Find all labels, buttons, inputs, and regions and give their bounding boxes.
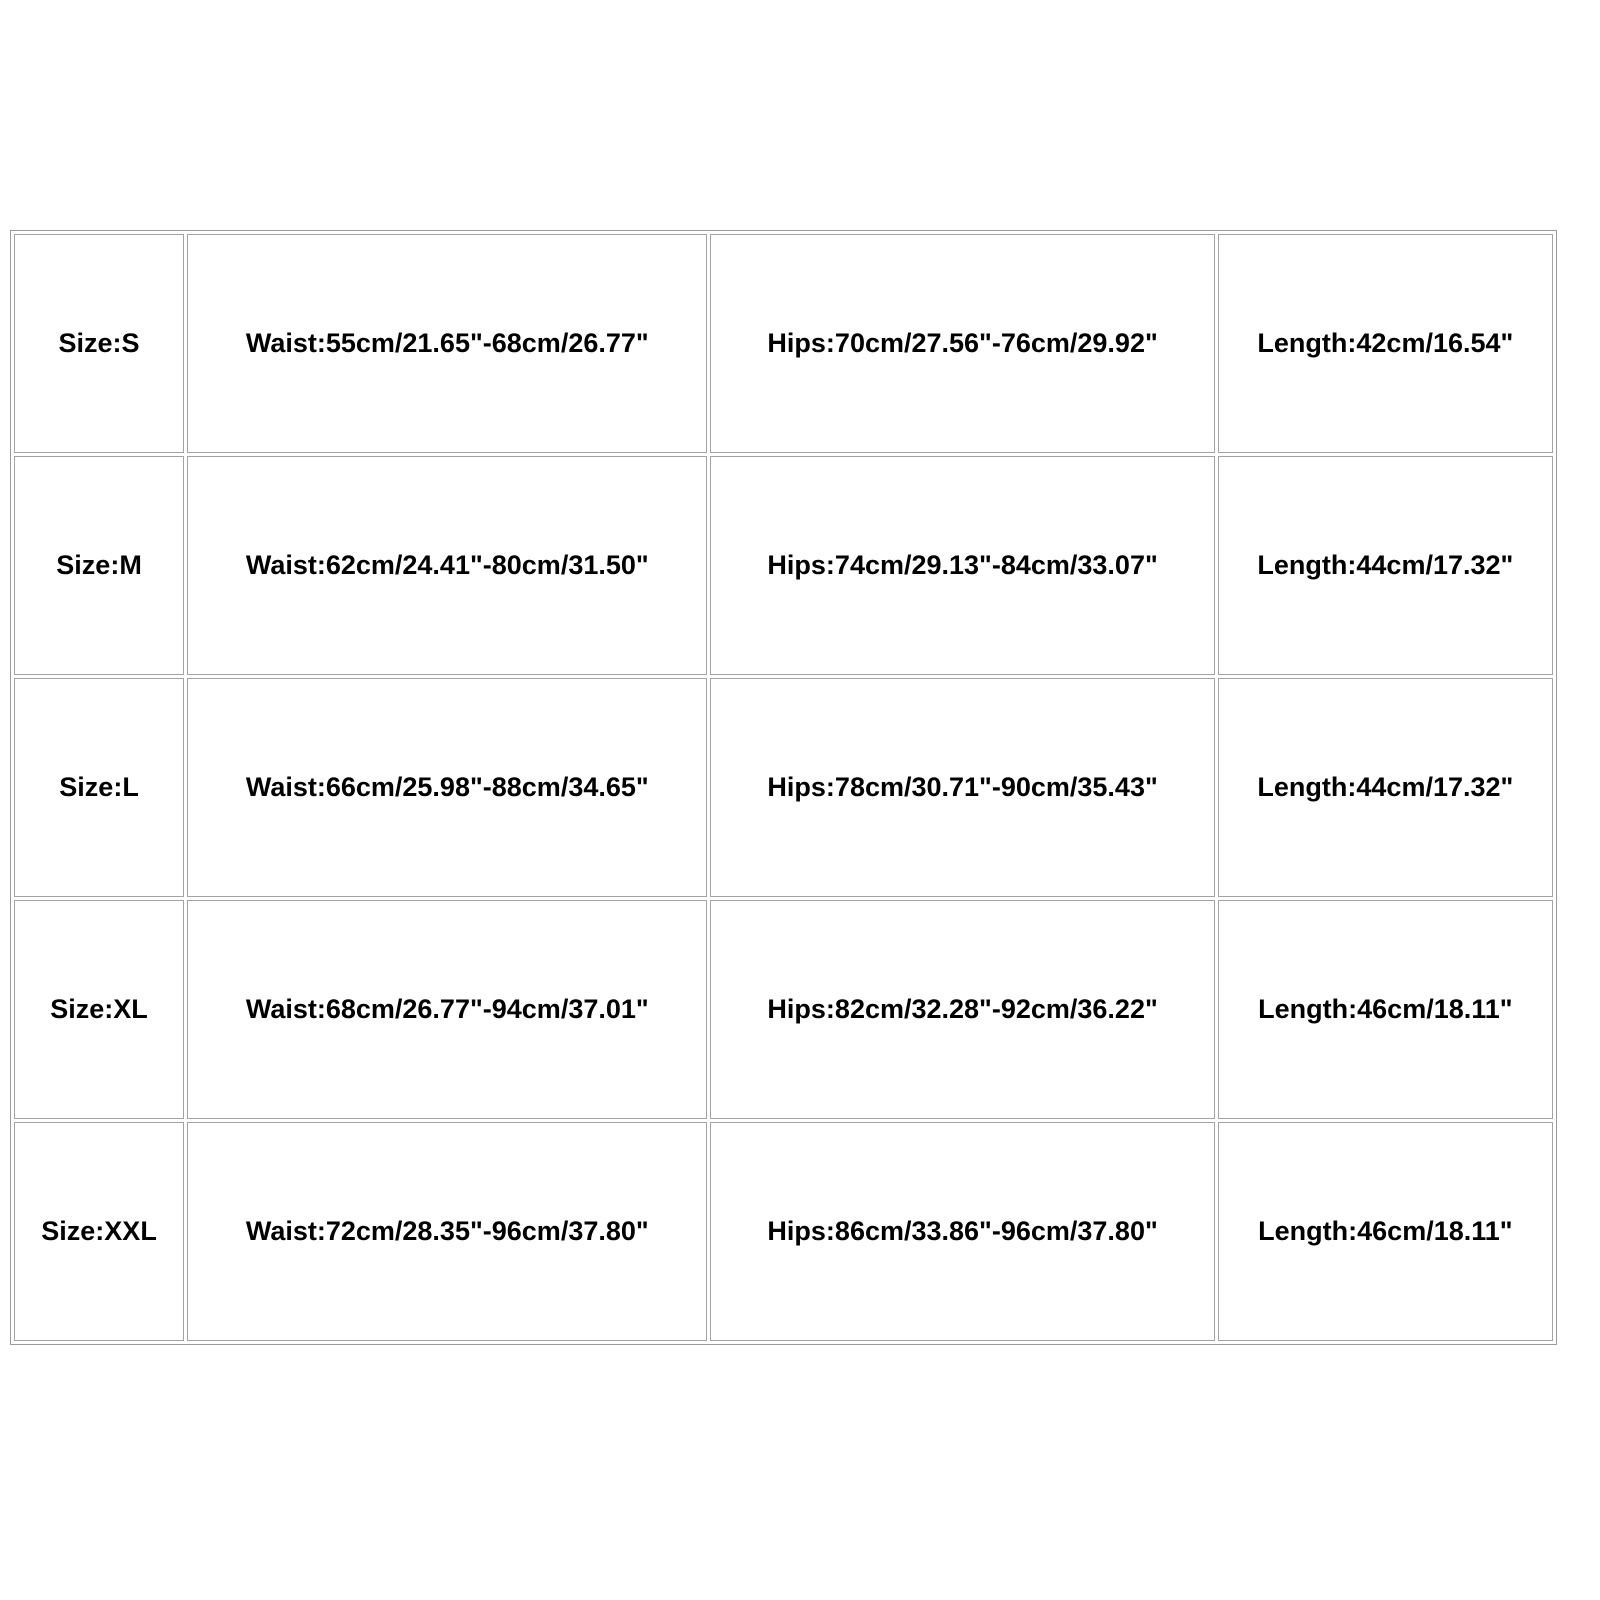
hips-cell: Hips:82cm/32.28"-92cm/36.22" [710,900,1214,1119]
table-row [14,678,1553,897]
length-cell: Length:46cm/18.11" [1218,1122,1553,1341]
waist-cell: Waist:68cm/26.77"-94cm/37.01" [187,900,707,1119]
size-cell: Size:L [14,678,184,897]
size-cell: Size:XL [14,900,184,1119]
hips-cell: Hips:86cm/33.86"-96cm/37.80" [710,1122,1214,1341]
length-cell: Length:46cm/18.11" [1218,900,1553,1119]
length-cell: Length:44cm/17.32" [1218,456,1553,675]
length-cell: Length:44cm/17.32" [1218,678,1553,897]
table-row [14,1122,1553,1341]
waist-cell: Waist:66cm/25.98"-88cm/34.65" [187,678,707,897]
hips-cell: Hips:78cm/30.71"-90cm/35.43" [710,678,1214,897]
waist-cell: Waist:55cm/21.65"-68cm/26.77" [187,234,707,453]
size-cell: Size:XXL [14,1122,184,1341]
table-row [14,900,1553,1119]
table-row [14,456,1553,675]
hips-cell: Hips:74cm/29.13"-84cm/33.07" [710,456,1214,675]
hips-cell: Hips:70cm/27.56"-76cm/29.92" [710,234,1214,453]
size-cell: Size:S [14,234,184,453]
waist-cell: Waist:72cm/28.35"-96cm/37.80" [187,1122,707,1341]
size-chart-table [10,230,1557,1345]
size-cell: Size:M [14,456,184,675]
length-cell: Length:42cm/16.54" [1218,234,1553,453]
waist-cell: Waist:62cm/24.41"-80cm/31.50" [187,456,707,675]
table-row [14,234,1553,453]
